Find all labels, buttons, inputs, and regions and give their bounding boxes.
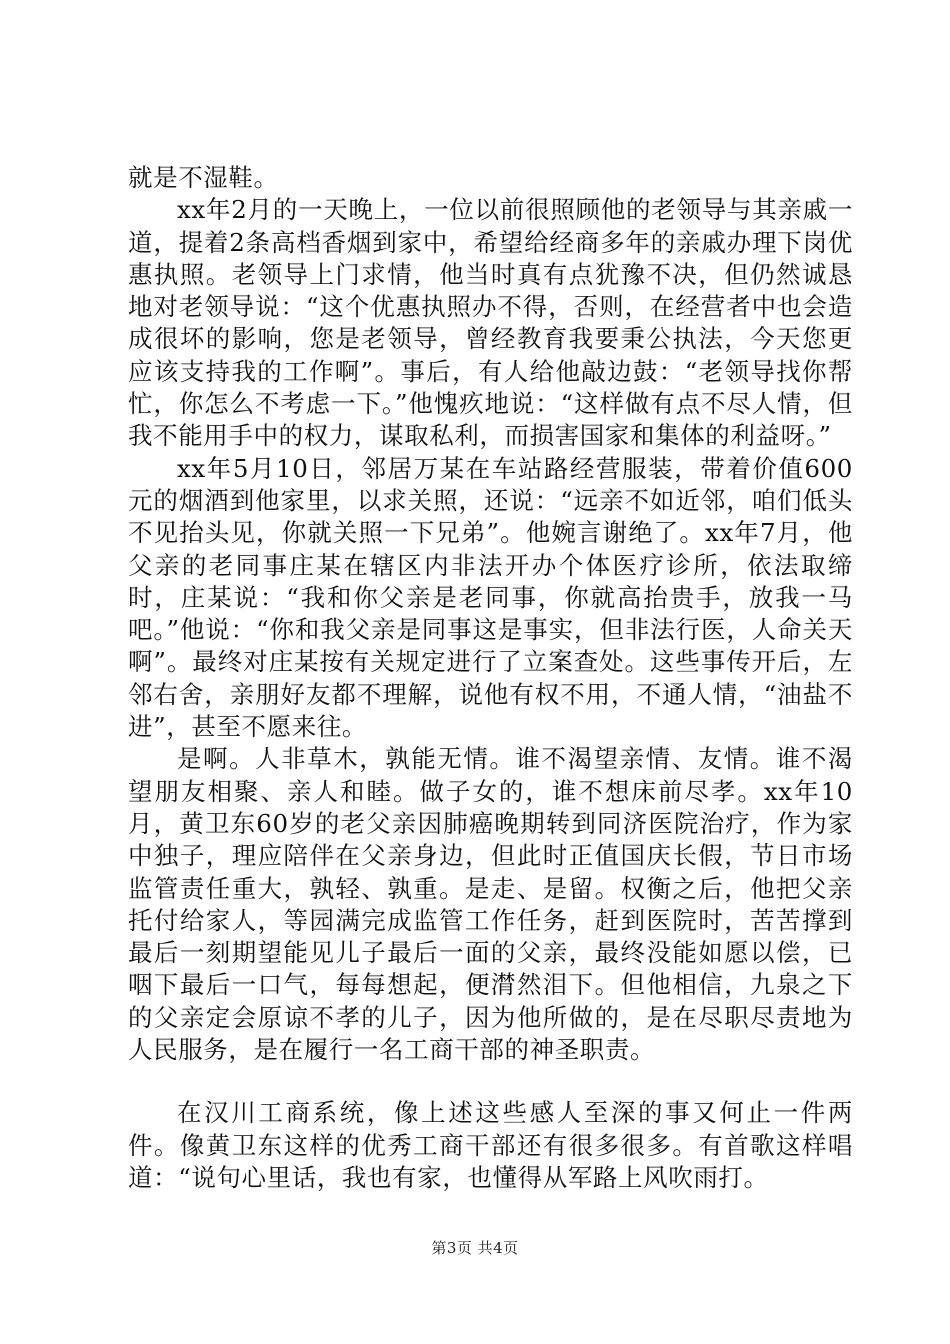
paragraph-1: 就是不湿鞋。 (128, 163, 279, 192)
document-body (128, 162, 853, 1194)
paragraph-5: 在汉川工商系统，像上述这些感人至深的事又何止一件两件。像黄卫东这样的优秀工商干部还有很多很多。有首歌这样唱道：“说句心里话，我也有家，也懂得从军路上风吹雨打。 (128, 1098, 853, 1192)
paragraph-4: 是啊。人非草木，孰能无情。谁不渴望亲情、友情。谁不渴望朋友相聚、亲人和睦。做子女的，谁不想床前尽孝。xx年10月，黄卫东60岁的老父亲因肺癌晚期转到同济医院治疗，作为家中独子，理应陪伴在父亲身边，但此时正值国庆长假，节日市场监管责任重大，孰轻、孰重。是走、是留。权衡之后，他把父亲托付给家人，等园满完成监管工作任务，赶到医院时，苦苦撑到最后一刻期望能见儿子最后一面的父亲，最终没能如愿以偿，已咽下最后一口气，每每想起，便潸然泪下。但他相信，九泉之下的父亲定会原谅不孝的儿子，因为他所做的，是在尽职尽责地为人民服务，是在履行一名工商干部的神圣职责。 (128, 744, 853, 1065)
paragraph-2: xx年2月的一天晚上，一位以前很照顾他的老领导与其亲戚一道，提着2条高档香烟到家中，希望给经商多年的亲戚办理下岗优惠执照。老领导上门求情，他当时真有点犹豫不决，但仍然诚恳地对老领导说：“这个优惠执照办不得，否则，在经营者中也会造成很坏的影响，您是老领导，曾经教育我要秉公执法，今天您更应该支持我的工作啊”。事后，有人给他敲边鼓：“老领导找你帮忙，你怎么不考虑一下。”他愧疚地说：“这样做有点不尽人情，但我不能用手中的权力，谋取私利，而损害国家和集体的利益呀。” (128, 195, 853, 451)
page-footer: 第3页 共4页 (431, 1239, 519, 1257)
paragraph-3: xx年5月10日，邻居万某在车站路经营服装，带着价值600元的烟酒到他家里，以求关照，还说：“远亲不如近邻，咱们低头不见抬头见，你就关照一下兄弟”。他婉言谢绝了。xx年7月，他父亲的老同事庄某在辖区内非法开办个体医疗诊所，依法取缔时，庄某说：“我和你父亲是老同事，你就高抬贵手，放我一马吧。”他说：“你和我父亲是同事这是事实，但非法行医，人命关天啊”。最终对庄某按有关规定进行了立案查处。这些事传开后，左邻右舍，亲朋好友都不理解，说他有权不用，不通人情，“油盐不进”，甚至不愿来往。 (128, 453, 853, 742)
